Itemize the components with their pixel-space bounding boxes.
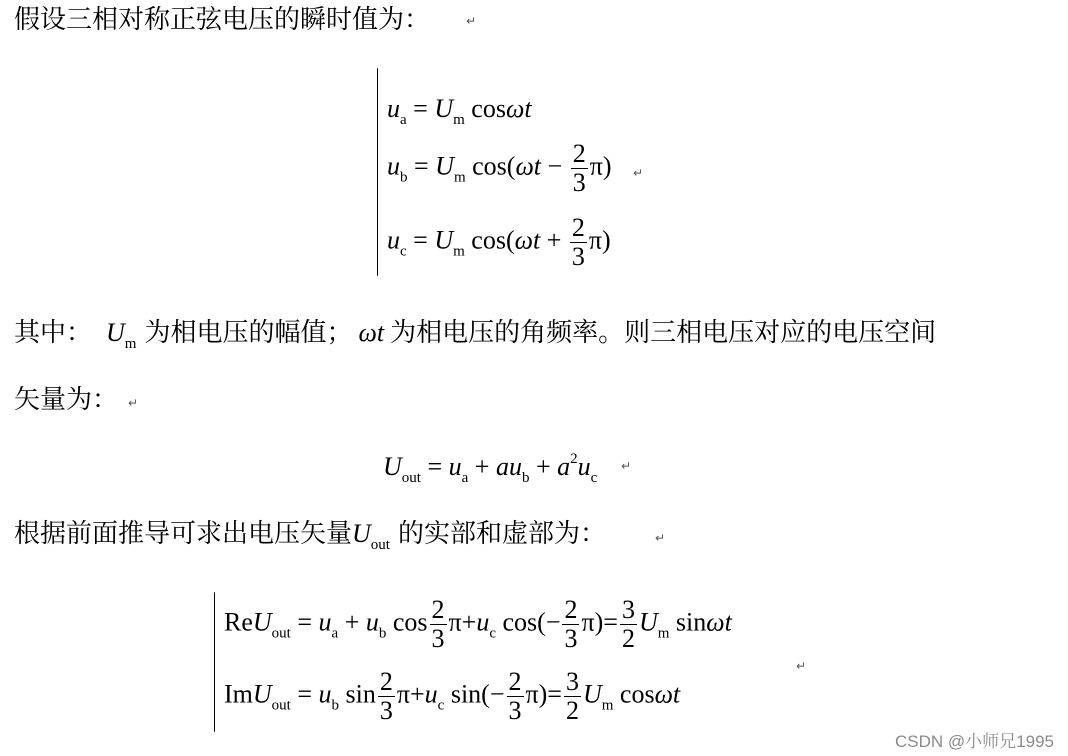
left-brace	[377, 68, 378, 276]
left-brace	[214, 592, 215, 732]
equation-ub: $u_b = U_m$ cos(ωt − $\frac{2}{3}$ π)	[387, 139, 612, 197]
fraction: $\frac{2}{3}$	[571, 213, 585, 271]
intro-sentence: 假设三相对称正弦电压的瞬时值为：	[14, 5, 431, 35]
paragraph-mark: ↵	[128, 396, 139, 410]
watermark: CSDN @小师兄1995	[895, 732, 1054, 751]
equation-imag-part: $ImU_{out} = u_b$ sin $\frac{2}{3}$ $\pi+u_c$ sin(− $\frac{2}{3}$ π)= $\frac{3}{2}$ $U_m$ cosωt	[224, 667, 681, 725]
real-imag-sentence: 根据前面推导可求出电压矢量$U_{out}$ 的实部和虚部为：	[14, 519, 606, 553]
equation-ua: $u_a = U_m$ cosωt	[387, 94, 532, 128]
equation-uout: $U_{out} = u_a + au_b + a^2u_c$	[383, 451, 598, 486]
fraction: $\frac{2}{3}$	[572, 139, 586, 197]
vector-sentence: 矢量为：	[14, 385, 119, 415]
amplitude-sentence: 其中： $U_m$ 为相电压的幅值； ωt 为相电压的角频率。则三相电压对应的电压空间	[14, 318, 937, 352]
paragraph-mark: ↵	[655, 531, 666, 545]
intro-text	[14, 7, 430, 33]
paragraph-mark: ↵	[466, 14, 477, 28]
paragraph-mark: ↵	[621, 459, 632, 473]
equation-uc: $u_c = U_m$ cos(ωt + $\frac{2}{3}$ π)	[387, 213, 611, 271]
paragraph-mark: ↵	[633, 166, 644, 180]
equation-real-part: $ReU_{out} = u_a + u_b$ cos $\frac{2}{3}$ $\pi+u_c$ cos(− $\frac{2}{3}$ π)= $\frac{3}{2}$ $U_m$ sinωt	[224, 595, 732, 653]
paragraph-mark: ↵	[796, 659, 807, 673]
